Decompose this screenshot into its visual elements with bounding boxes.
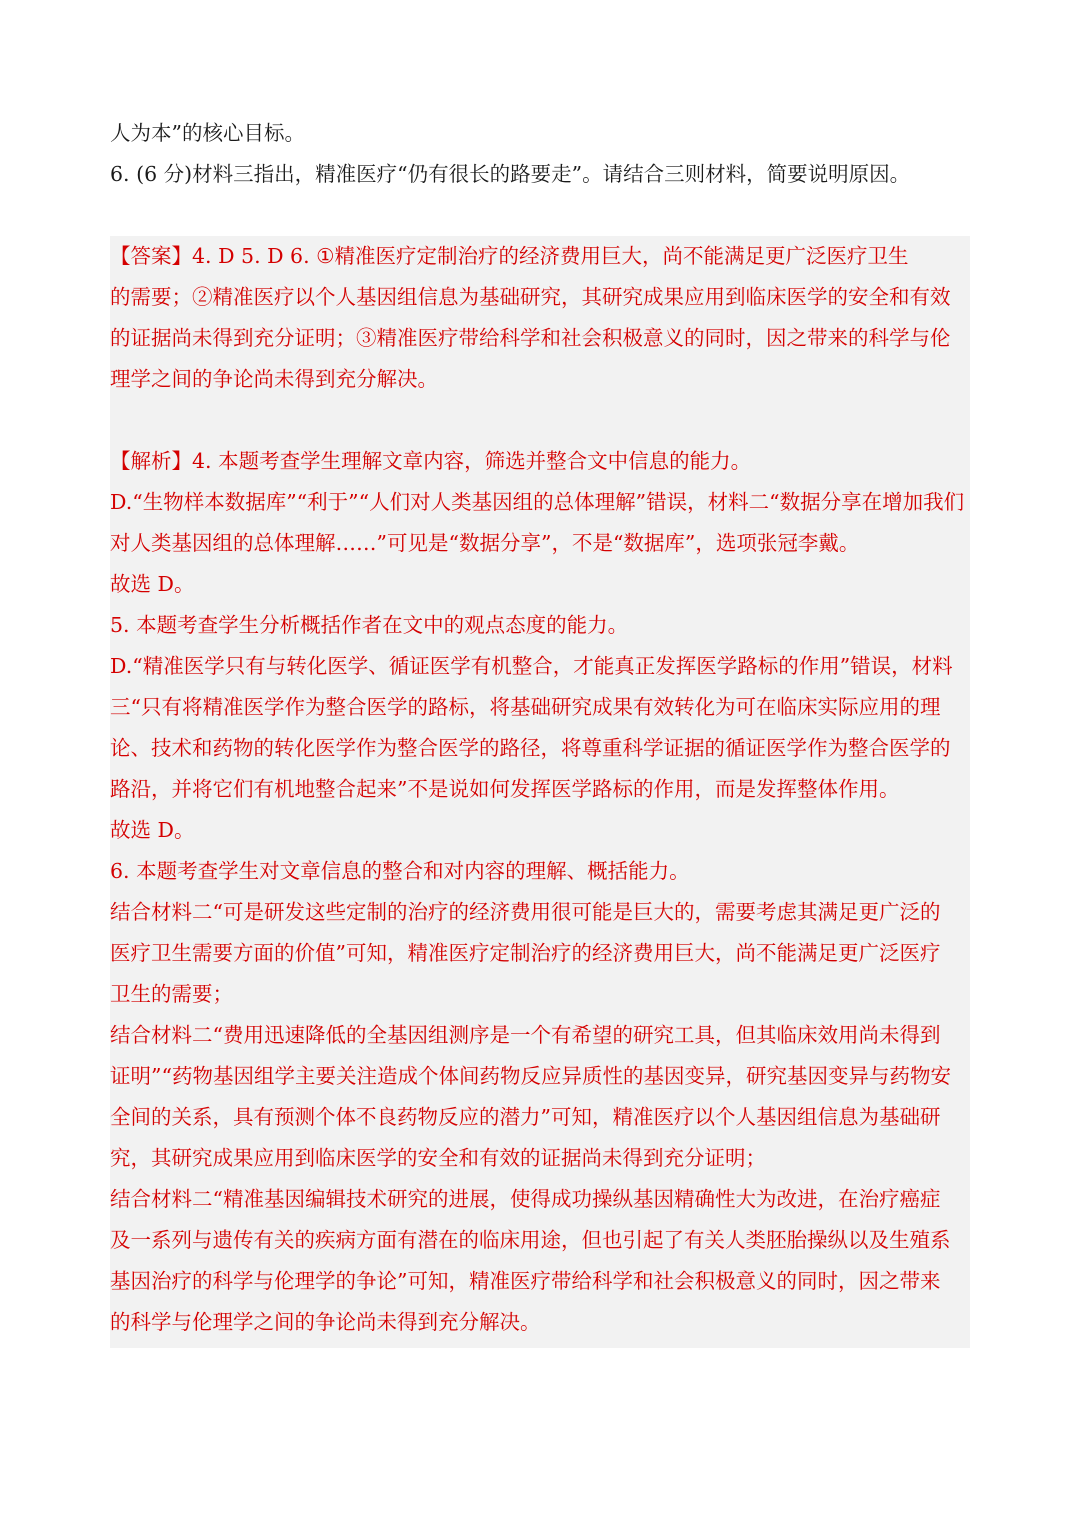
analysis-line: D.“精准医学只有与转化医学、循证医学有机整合，才能真正发挥医学路标的作用”错误，材料 xyxy=(110,654,953,678)
analysis-line: 对人类基因组的总体理解……”可见是“数据分享”，不是“数据库”，选项张冠李戴。 xyxy=(110,531,860,555)
analysis-line: 究，其研究成果应用到临床医学的安全和有效的证据尚未得到充分证明； xyxy=(110,1146,766,1170)
analysis-line: 5. 本题考查学生分析概括作者在文中的观点态度的能力。 xyxy=(110,613,629,637)
answer-line: 的证据尚未得到充分证明；③精准医疗带给科学和社会积极意义的同时，因之带来的科学与伦 xyxy=(110,326,951,350)
analysis-line: 故选 D。 xyxy=(110,818,195,842)
answer-line: 理学之间的争论尚未得到充分解决。 xyxy=(110,367,438,391)
analysis-line: 论、技术和药物的转化医学作为整合医学的路径，将尊重科学证据的循证医学作为整合医学的 xyxy=(110,736,951,760)
answer-section xyxy=(110,236,970,400)
analysis-line: 及一系列与遗传有关的疾病方面有潜在的临床用途，但也引起了有关人类胚胎操纵以及生殖系 xyxy=(110,1228,951,1252)
analysis-line: 故选 D。 xyxy=(110,572,195,596)
question-section xyxy=(110,113,970,195)
question-line: 人为本”的核心目标。 xyxy=(110,121,305,145)
analysis-line: 结合材料二“可是研发这些定制的治疗的经济费用很可能是巨大的，需要考虑其满足更广泛的 xyxy=(110,900,941,924)
analysis-line: 6. 本题考查学生对文章信息的整合和对内容的理解、概括能力。 xyxy=(110,859,690,883)
analysis-line: 路沿，并将它们有机地整合起来”不是说如何发挥医学路标的作用，而是发挥整体作用。 xyxy=(110,777,900,801)
question-line: 6. (6 分)材料三指出，精准医疗“仍有很长的路要走”。请结合三则材料，简要说明原因。 xyxy=(110,162,911,186)
analysis-line: 结合材料二“精准基因编辑技术研究的进展，使得成功操纵基因精确性大为改进，在治疗癌症 xyxy=(110,1187,941,1211)
analysis-section xyxy=(110,441,970,1343)
analysis-line: 全间的关系，具有预测个体不良药物反应的潜力”可知，精准医疗以个人基因组信息为基础研 xyxy=(110,1105,941,1129)
analysis-line: 的科学与伦理学之间的争论尚未得到充分解决。 xyxy=(110,1310,541,1334)
analysis-line: 医疗卫生需要方面的价值”可知，精准医疗定制治疗的经济费用巨大，尚不能满足更广泛医疗 xyxy=(110,941,941,965)
analysis-line: 【解析】4. 本题考查学生理解文章内容，筛选并整合文中信息的能力。 xyxy=(110,449,752,473)
analysis-line: 基因治疗的科学与伦理学的争论”可知，精准医疗带给科学和社会积极意义的同时，因之带来 xyxy=(110,1269,941,1293)
analysis-line: 卫生的需要； xyxy=(110,982,233,1006)
analysis-line: 结合材料二“费用迅速降低的全基因组测序是一个有希望的研究工具，但其临床效用尚未得到 xyxy=(110,1023,941,1047)
answer-line: 的需要；②精准医疗以个人基因组信息为基础研究，其研究成果应用到临床医学的安全和有效 xyxy=(110,285,951,309)
answer-line: 【答案】4. D 5. D 6. ①精准医疗定制治疗的经济费用巨大，尚不能满足更广泛医疗卫生 xyxy=(110,244,909,268)
analysis-line: D.“生物样本数据库”“利于”“人们对人类基因组的总体理解”错误，材料二“数据分享在增加我们 xyxy=(110,490,965,514)
analysis-line: 证明”“药物基因组学主要关注造成个体间药物反应异质性的基因变异，研究基因变异与药物安 xyxy=(110,1064,951,1088)
analysis-line: 三“只有将精准医学作为整合医学的路标，将基础研究成果有效转化为可在临床实际应用的理 xyxy=(110,695,941,719)
